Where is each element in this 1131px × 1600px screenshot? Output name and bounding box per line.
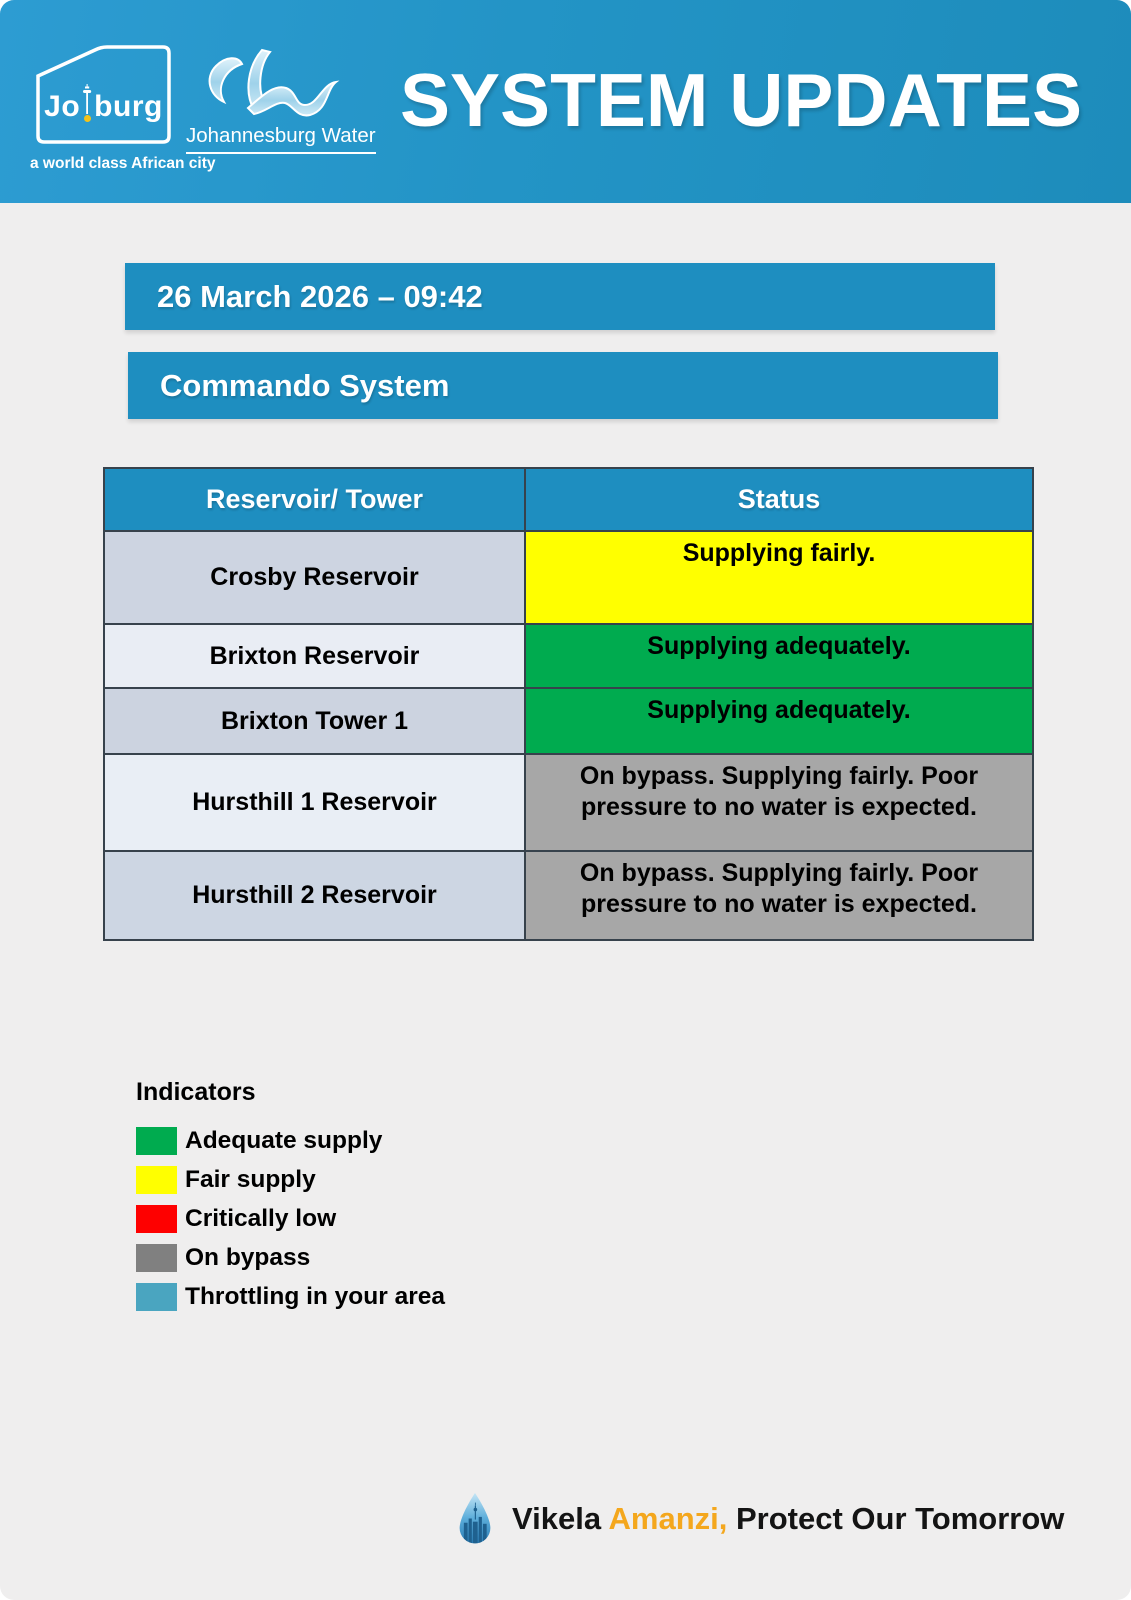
legend-label: Critically low bbox=[185, 1204, 337, 1232]
legend-label: Adequate supply bbox=[185, 1126, 383, 1154]
indicators-legend bbox=[136, 1078, 445, 1316]
joburg-yellow-dot bbox=[84, 115, 91, 122]
reservoir-status: Supplying fairly. bbox=[526, 532, 1032, 623]
table-row bbox=[105, 530, 1032, 623]
page-title: SYSTEM UPDATES bbox=[400, 58, 1083, 142]
joburg-logo-wordmark bbox=[35, 84, 172, 124]
slogan-amanzi: Amanzi, bbox=[608, 1500, 728, 1536]
joburg-word-left: Jo bbox=[44, 90, 81, 123]
legend-label: Fair supply bbox=[185, 1165, 316, 1193]
reservoir-name: Crosby Reservoir bbox=[105, 532, 526, 623]
critically-low-swatch bbox=[136, 1205, 177, 1233]
legend-item bbox=[136, 1277, 445, 1316]
system-name-banner: Commando System bbox=[128, 352, 998, 419]
throttling-swatch bbox=[136, 1283, 177, 1311]
legend-title: Indicators bbox=[136, 1078, 256, 1106]
footer-slogan bbox=[456, 1492, 1064, 1545]
reservoir-status: Supplying adequately. bbox=[526, 625, 1032, 687]
water-drop-city-icon bbox=[456, 1492, 494, 1545]
fair-supply-swatch bbox=[136, 1166, 177, 1194]
legend-item bbox=[136, 1121, 445, 1160]
joburg-logo bbox=[35, 42, 172, 145]
slogan-vikela: Vikela bbox=[512, 1500, 609, 1536]
hillbrow-tower-icon bbox=[81, 84, 93, 122]
reservoir-name: Brixton Reservoir bbox=[105, 625, 526, 687]
table-row bbox=[105, 753, 1032, 850]
legend-item bbox=[136, 1199, 445, 1238]
slogan-rest: Protect Our Tomorrow bbox=[727, 1500, 1065, 1536]
column-header-reservoir: Reservoir/ Tower bbox=[105, 469, 526, 530]
table-header-row bbox=[105, 469, 1032, 530]
date-banner: 26 March 2026 – 09:42 bbox=[125, 263, 995, 330]
legend-label: Throttling in your area bbox=[185, 1282, 445, 1310]
table-row bbox=[105, 850, 1032, 939]
reservoir-name: Hursthill 2 Reservoir bbox=[105, 852, 526, 939]
header-banner bbox=[0, 0, 1131, 203]
column-header-status: Status bbox=[737, 484, 821, 514]
reservoir-status: Supplying adequately. bbox=[526, 689, 1032, 753]
legend-item bbox=[136, 1160, 445, 1199]
legend-label: On bypass bbox=[185, 1243, 311, 1271]
johannesburg-water-logo bbox=[186, 48, 376, 154]
on-bypass-swatch bbox=[136, 1244, 177, 1272]
table-row bbox=[105, 623, 1032, 687]
slogan-text bbox=[512, 1501, 1064, 1537]
joburg-tagline: a world class African city bbox=[30, 155, 216, 172]
legend-item bbox=[136, 1238, 445, 1277]
water-wave-icon bbox=[196, 48, 356, 126]
reservoir-name: Hursthill 1 Reservoir bbox=[105, 755, 526, 850]
reservoir-status: On bypass. Supplying fairly. Poor pressure to no water is expected. bbox=[526, 755, 1032, 850]
reservoir-name: Brixton Tower 1 bbox=[105, 689, 526, 753]
reservoir-status: On bypass. Supplying fairly. Poor pressure to no water is expected. bbox=[526, 852, 1032, 939]
adequate-supply-swatch bbox=[136, 1127, 177, 1155]
reservoir-status-table bbox=[103, 467, 1034, 941]
johannesburg-water-name: Johannesburg Water bbox=[186, 124, 376, 154]
joburg-word-right: burg bbox=[94, 90, 163, 123]
table-row bbox=[105, 687, 1032, 753]
